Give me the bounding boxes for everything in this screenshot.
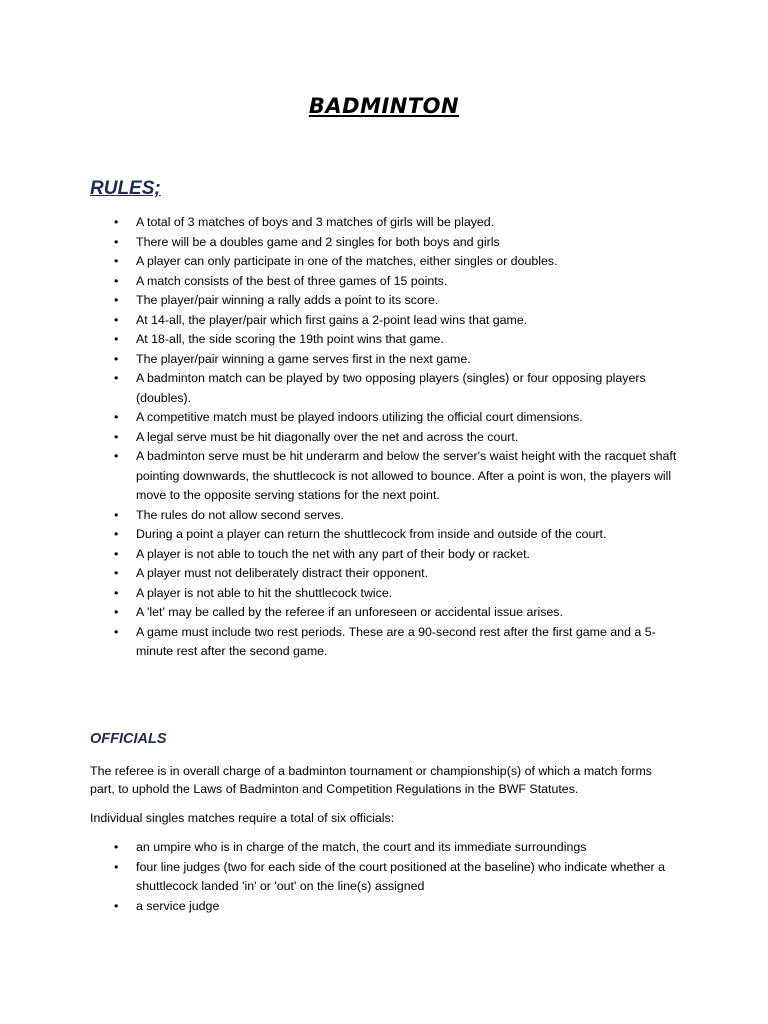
list-item: • The player/pair winning a rally adds a point to its score. — [90, 291, 680, 311]
list-item: • A player must not deliberately distract their opponent. — [90, 564, 680, 584]
list-item: • A player is not able to hit the shuttlecock twice. — [90, 584, 680, 604]
list-item: • At 14-all, the player/pair which first gains a 2-point lead wins that game. — [90, 311, 680, 331]
list-item: • A player can only participate in one of the matches, either singles or doubles. — [90, 252, 680, 272]
officials-heading: OFFICIALS — [90, 731, 167, 747]
list-item: • four line judges (two for each side of the court positioned at the baseline) who indicate whether a shuttlecock landed 'in' or 'out' on the line(s) assigned — [90, 858, 680, 897]
list-item: • The rules do not allow second serves. — [90, 506, 680, 526]
list-item: • A badminton serve must be hit underarm and below the server's waist height with the racquet shaft pointing downwards, the shuttlecock is not allowed to bounce. After a point is won, the players will move to the opposite serving stations for the next point. — [90, 447, 680, 506]
list-item: • A game must include two rest periods. These are a 90-second rest after the first game and a 5-minute rest after the second game. — [90, 623, 680, 662]
list-item: • A match consists of the best of three games of 15 points. — [90, 272, 680, 292]
list-item: • The player/pair winning a game serves first in the next game. — [90, 350, 680, 370]
officials-paragraph-referee: The referee is in overall charge of a badminton tournament or championship(s) of which a match forms part, to uphold the Laws of Badminton and Competition Regulations in the BWF Statutes. — [90, 764, 652, 796]
list-item: • A legal serve must be hit diagonally over the net and across the court. — [90, 428, 680, 448]
list-item: • a service judge — [90, 897, 680, 917]
rules-list — [90, 213, 680, 662]
rules-heading: RULES; — [90, 178, 161, 199]
list-item: • There will be a doubles game and 2 singles for both boys and girls — [90, 233, 680, 253]
list-item: • A 'let' may be called by the referee if an unforeseen or accidental issue arises. — [90, 603, 680, 623]
officials-list — [90, 838, 680, 916]
document-title: BADMINTON — [308, 94, 460, 118]
list-item: • A competitive match must be played indoors utilizing the official court dimensions. — [90, 408, 680, 428]
list-item: • A player is not able to touch the net with any part of their body or racket. — [90, 545, 680, 565]
list-item: • A badminton match can be played by two opposing players (singles) or four opposing players (doubles). — [90, 369, 680, 408]
list-item: • A total of 3 matches of boys and 3 matches of girls will be played. — [90, 213, 680, 233]
list-item: • At 18-all, the side scoring the 19th point wins that game. — [90, 330, 680, 350]
list-item: • During a point a player can return the shuttlecock from inside and outside of the court. — [90, 525, 680, 545]
list-item: • an umpire who is in charge of the match, the court and its immediate surroundings — [90, 838, 680, 858]
officials-paragraph-singles: Individual singles matches require a total of six officials: — [90, 811, 395, 825]
